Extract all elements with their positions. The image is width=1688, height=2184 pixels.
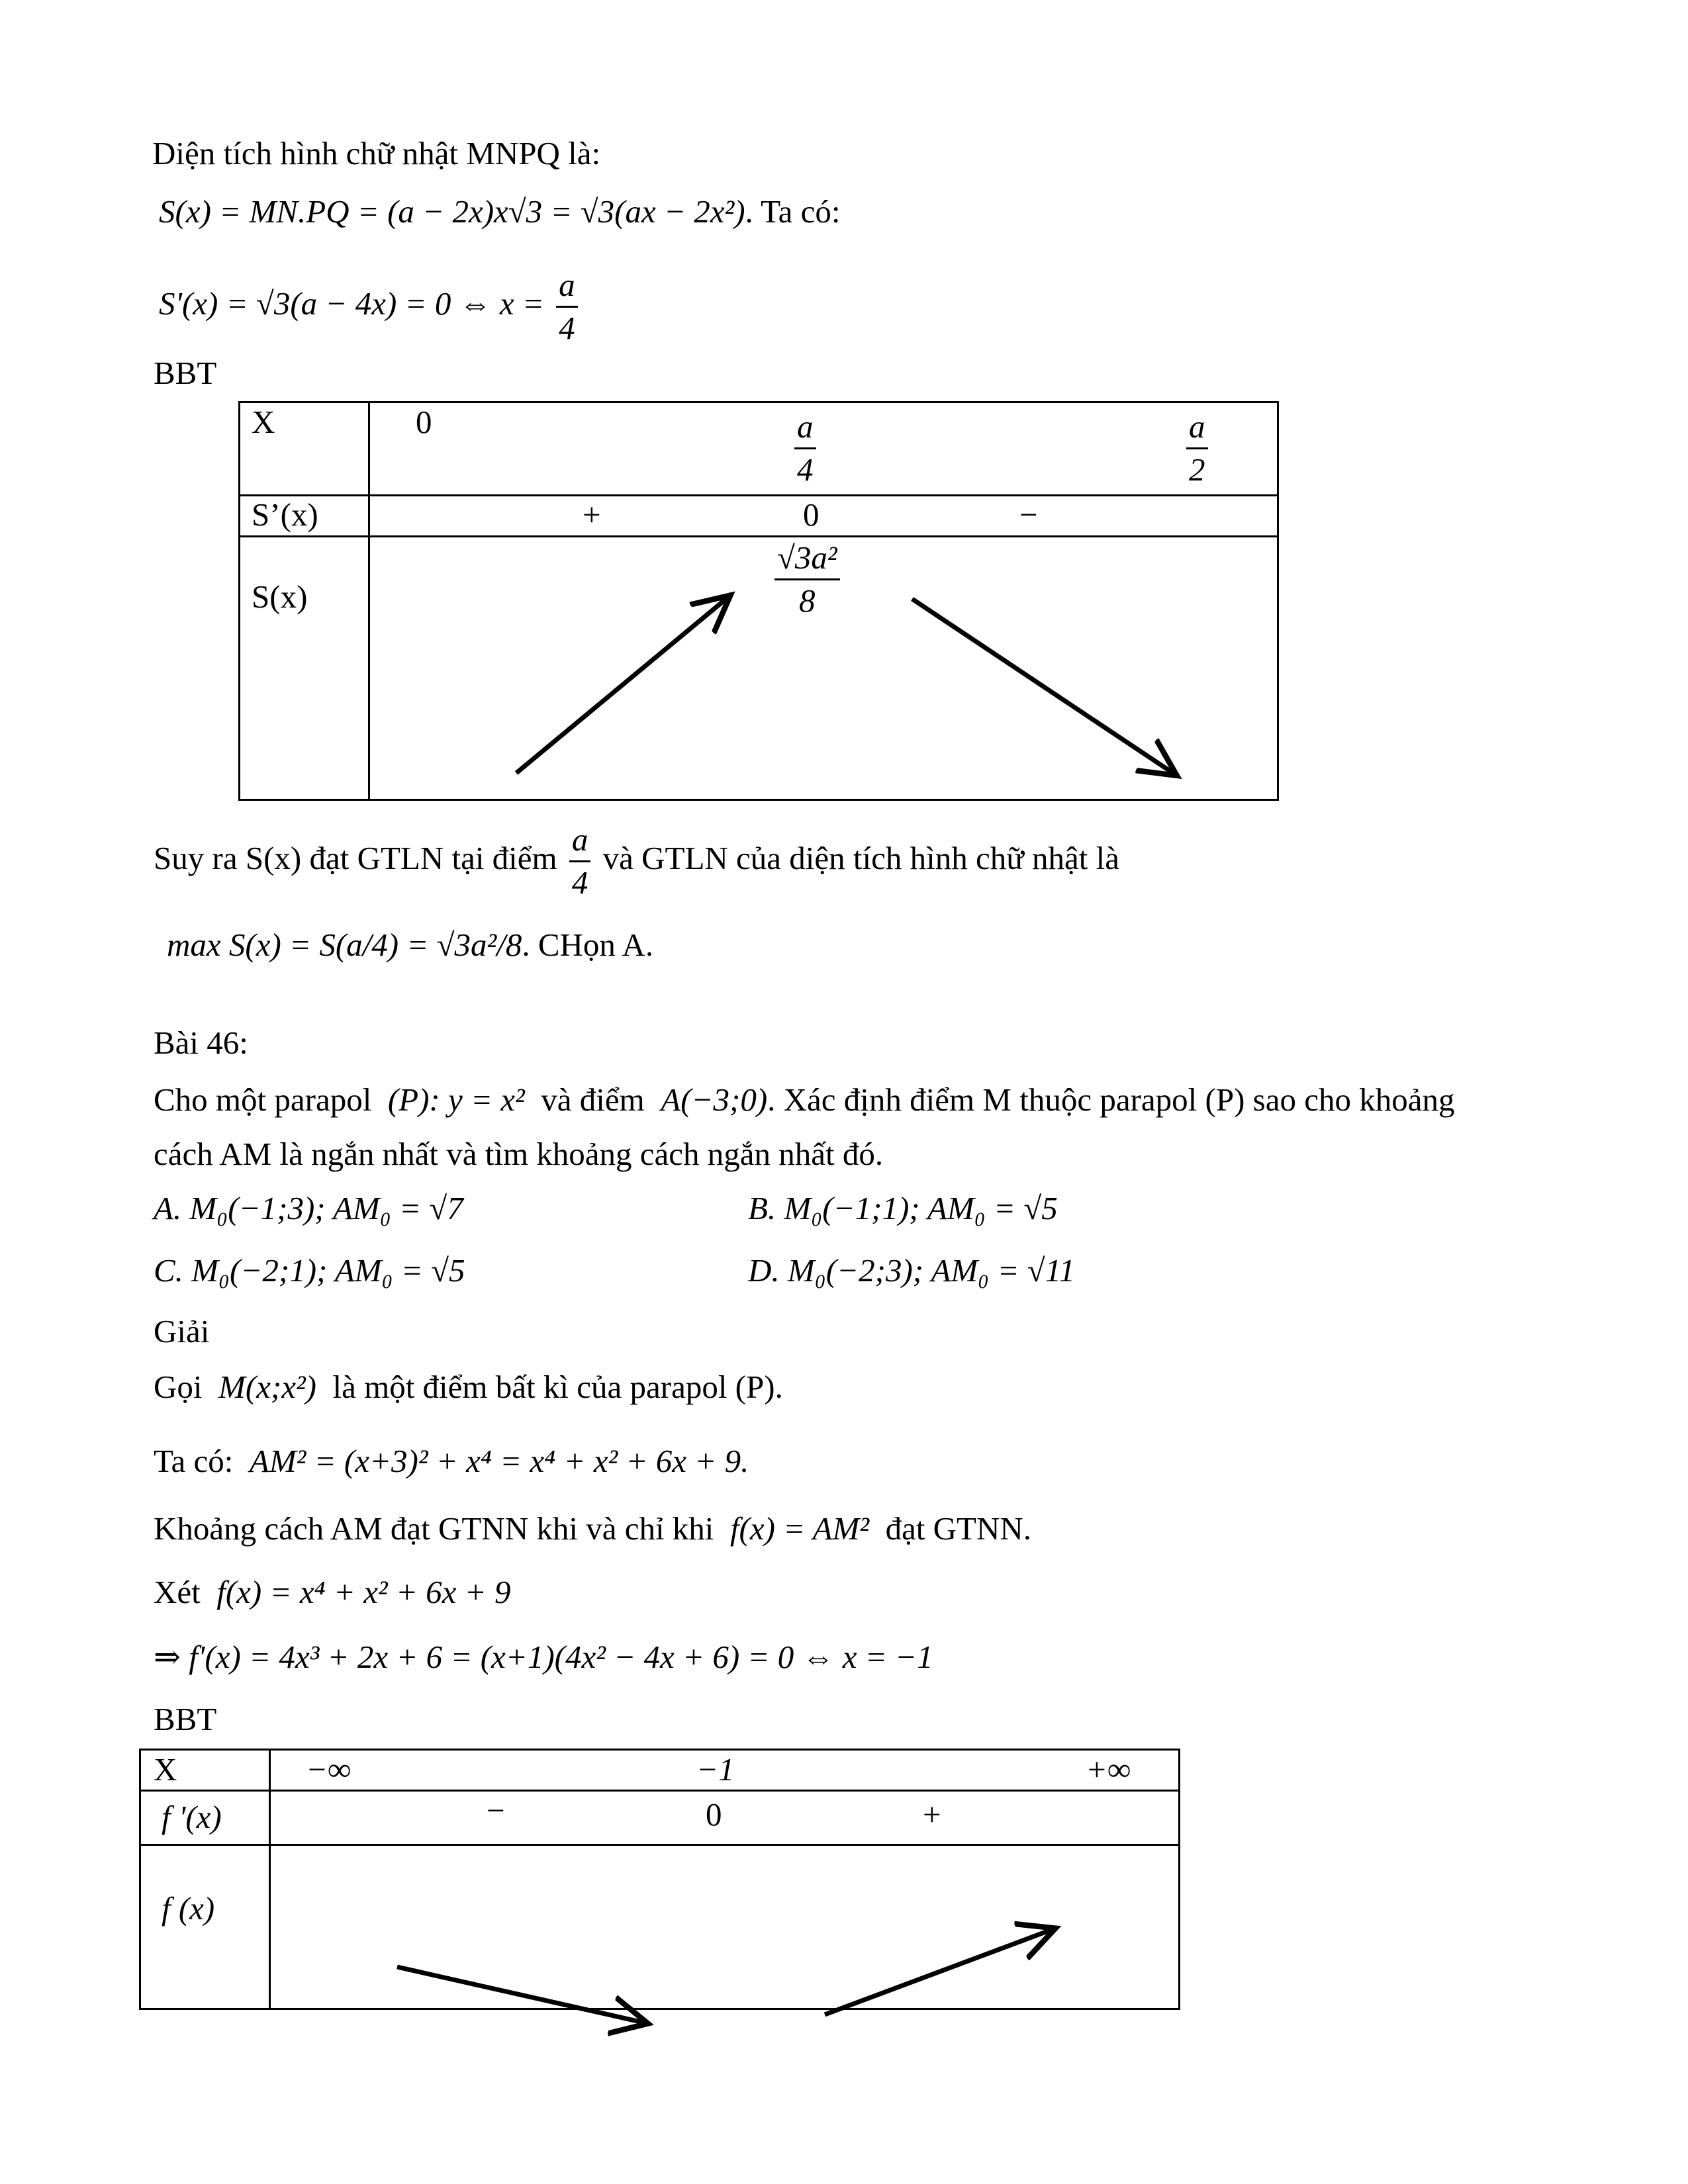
table2-row-x-label: X: [154, 1751, 177, 1788]
table1-row-func-label: S(x): [252, 578, 308, 615]
solution-heading: Giải: [154, 1313, 210, 1349]
table2-row-deriv-label: f '(x): [162, 1799, 222, 1835]
solution-line-1: Gọi M(x;x²) là một điểm bất kì của parapol (P).: [154, 1369, 783, 1405]
table1-arrow-up: [516, 598, 727, 773]
text-line-1: Diện tích hình chữ nhật MNPQ là:: [152, 135, 601, 171]
table1-row-x-label: X: [252, 404, 275, 440]
table1-max-value: $\frac{\text{√3a²}}{8}$: [774, 537, 840, 621]
table1-sign-right: −: [1019, 496, 1038, 533]
problem-statement-1: Cho một parapol (P): y = x² và điểm A(−3;0). Xác định điểm M thuộc parapol (P) sao cho khoảng: [154, 1081, 1455, 1118]
table1-x1: $\frac{a}{4}$: [794, 406, 816, 490]
option-a: A. M₀(−1;3); AM₀ = √7: [154, 1190, 463, 1226]
problem-statement-2: cách AM là ngắn nhất và tìm khoảng cách ngắn nhất đó.: [154, 1136, 884, 1172]
table2-sign-right: +: [923, 1796, 941, 1833]
table1-row-deriv-label: S’(x): [252, 496, 318, 533]
solution-line-5: ⇒ f'(x) = 4x³ + 2x + 6 = (x+1)(4x² − 4x + 6) = 0 ⇔ x = −1: [154, 1639, 933, 1675]
table1-x2: $\frac{a}{2}$: [1186, 406, 1208, 490]
bbt-label-2: BBT: [154, 1701, 217, 1737]
table2-sign-zero: 0: [706, 1796, 722, 1833]
table1-x0: 0: [416, 404, 432, 440]
area-formula-expr: S(x) = MN.PQ = (a − 2x)x√3 = √3(ax − 2x²): [159, 193, 745, 230]
table2-x0: −∞: [306, 1751, 351, 1788]
fraction-a-4: $\frac{a}{4}$: [556, 265, 578, 349]
table2-row-func-label: f (x): [162, 1890, 215, 1927]
solution-line-2: Ta có: AM² = (x+3)² + x⁴ = x⁴ + x² + 6x + 9.: [154, 1443, 749, 1479]
solution-line-3: Khoảng cách AM đạt GTNN khi và chỉ khi f(x) = AM² đạt GTNN.: [154, 1510, 1032, 1547]
area-formula-tail: . Ta có:: [745, 193, 841, 230]
problem-heading: Bài 46:: [154, 1024, 248, 1061]
bbt-label-1: BBT: [154, 355, 217, 391]
table2-arrow-up: [825, 1930, 1051, 2015]
table2-arrow-down: [397, 1967, 643, 2023]
table2-sign-left: −: [487, 1792, 505, 1829]
table1-sign-zero: 0: [803, 496, 820, 533]
conclusion-line: Suy ra S(x) đạt GTLN tại điểm $\frac{a}{4}$ và GTLN của diện tích hình chữ nhật là: [154, 819, 1119, 903]
table1-sign-left: +: [583, 496, 601, 533]
solution-line-4: Xét f(x) = x⁴ + x² + 6x + 9: [154, 1574, 511, 1610]
derivative-formula: S'(x) = √3(a − 4x) = 0 ⇔ x = $\frac{a}{4}$: [159, 265, 582, 349]
table2-x1: −1: [696, 1751, 735, 1788]
option-d: D. M₀(−2;3); AM₀ = √11: [748, 1252, 1076, 1289]
table2-x2: +∞: [1086, 1751, 1131, 1788]
option-b: B. M₀(−1;1); AM₀ = √5: [748, 1190, 1058, 1226]
table1-arrow-down: [912, 599, 1173, 773]
max-formula: max S(x) = S(a/4) = √3a²/8. CHọn A.: [167, 927, 654, 963]
fraction-x-a-4: $\frac{a}{4}$: [569, 819, 591, 903]
option-c: C. M₀(−2;1); AM₀ = √5: [154, 1252, 465, 1289]
